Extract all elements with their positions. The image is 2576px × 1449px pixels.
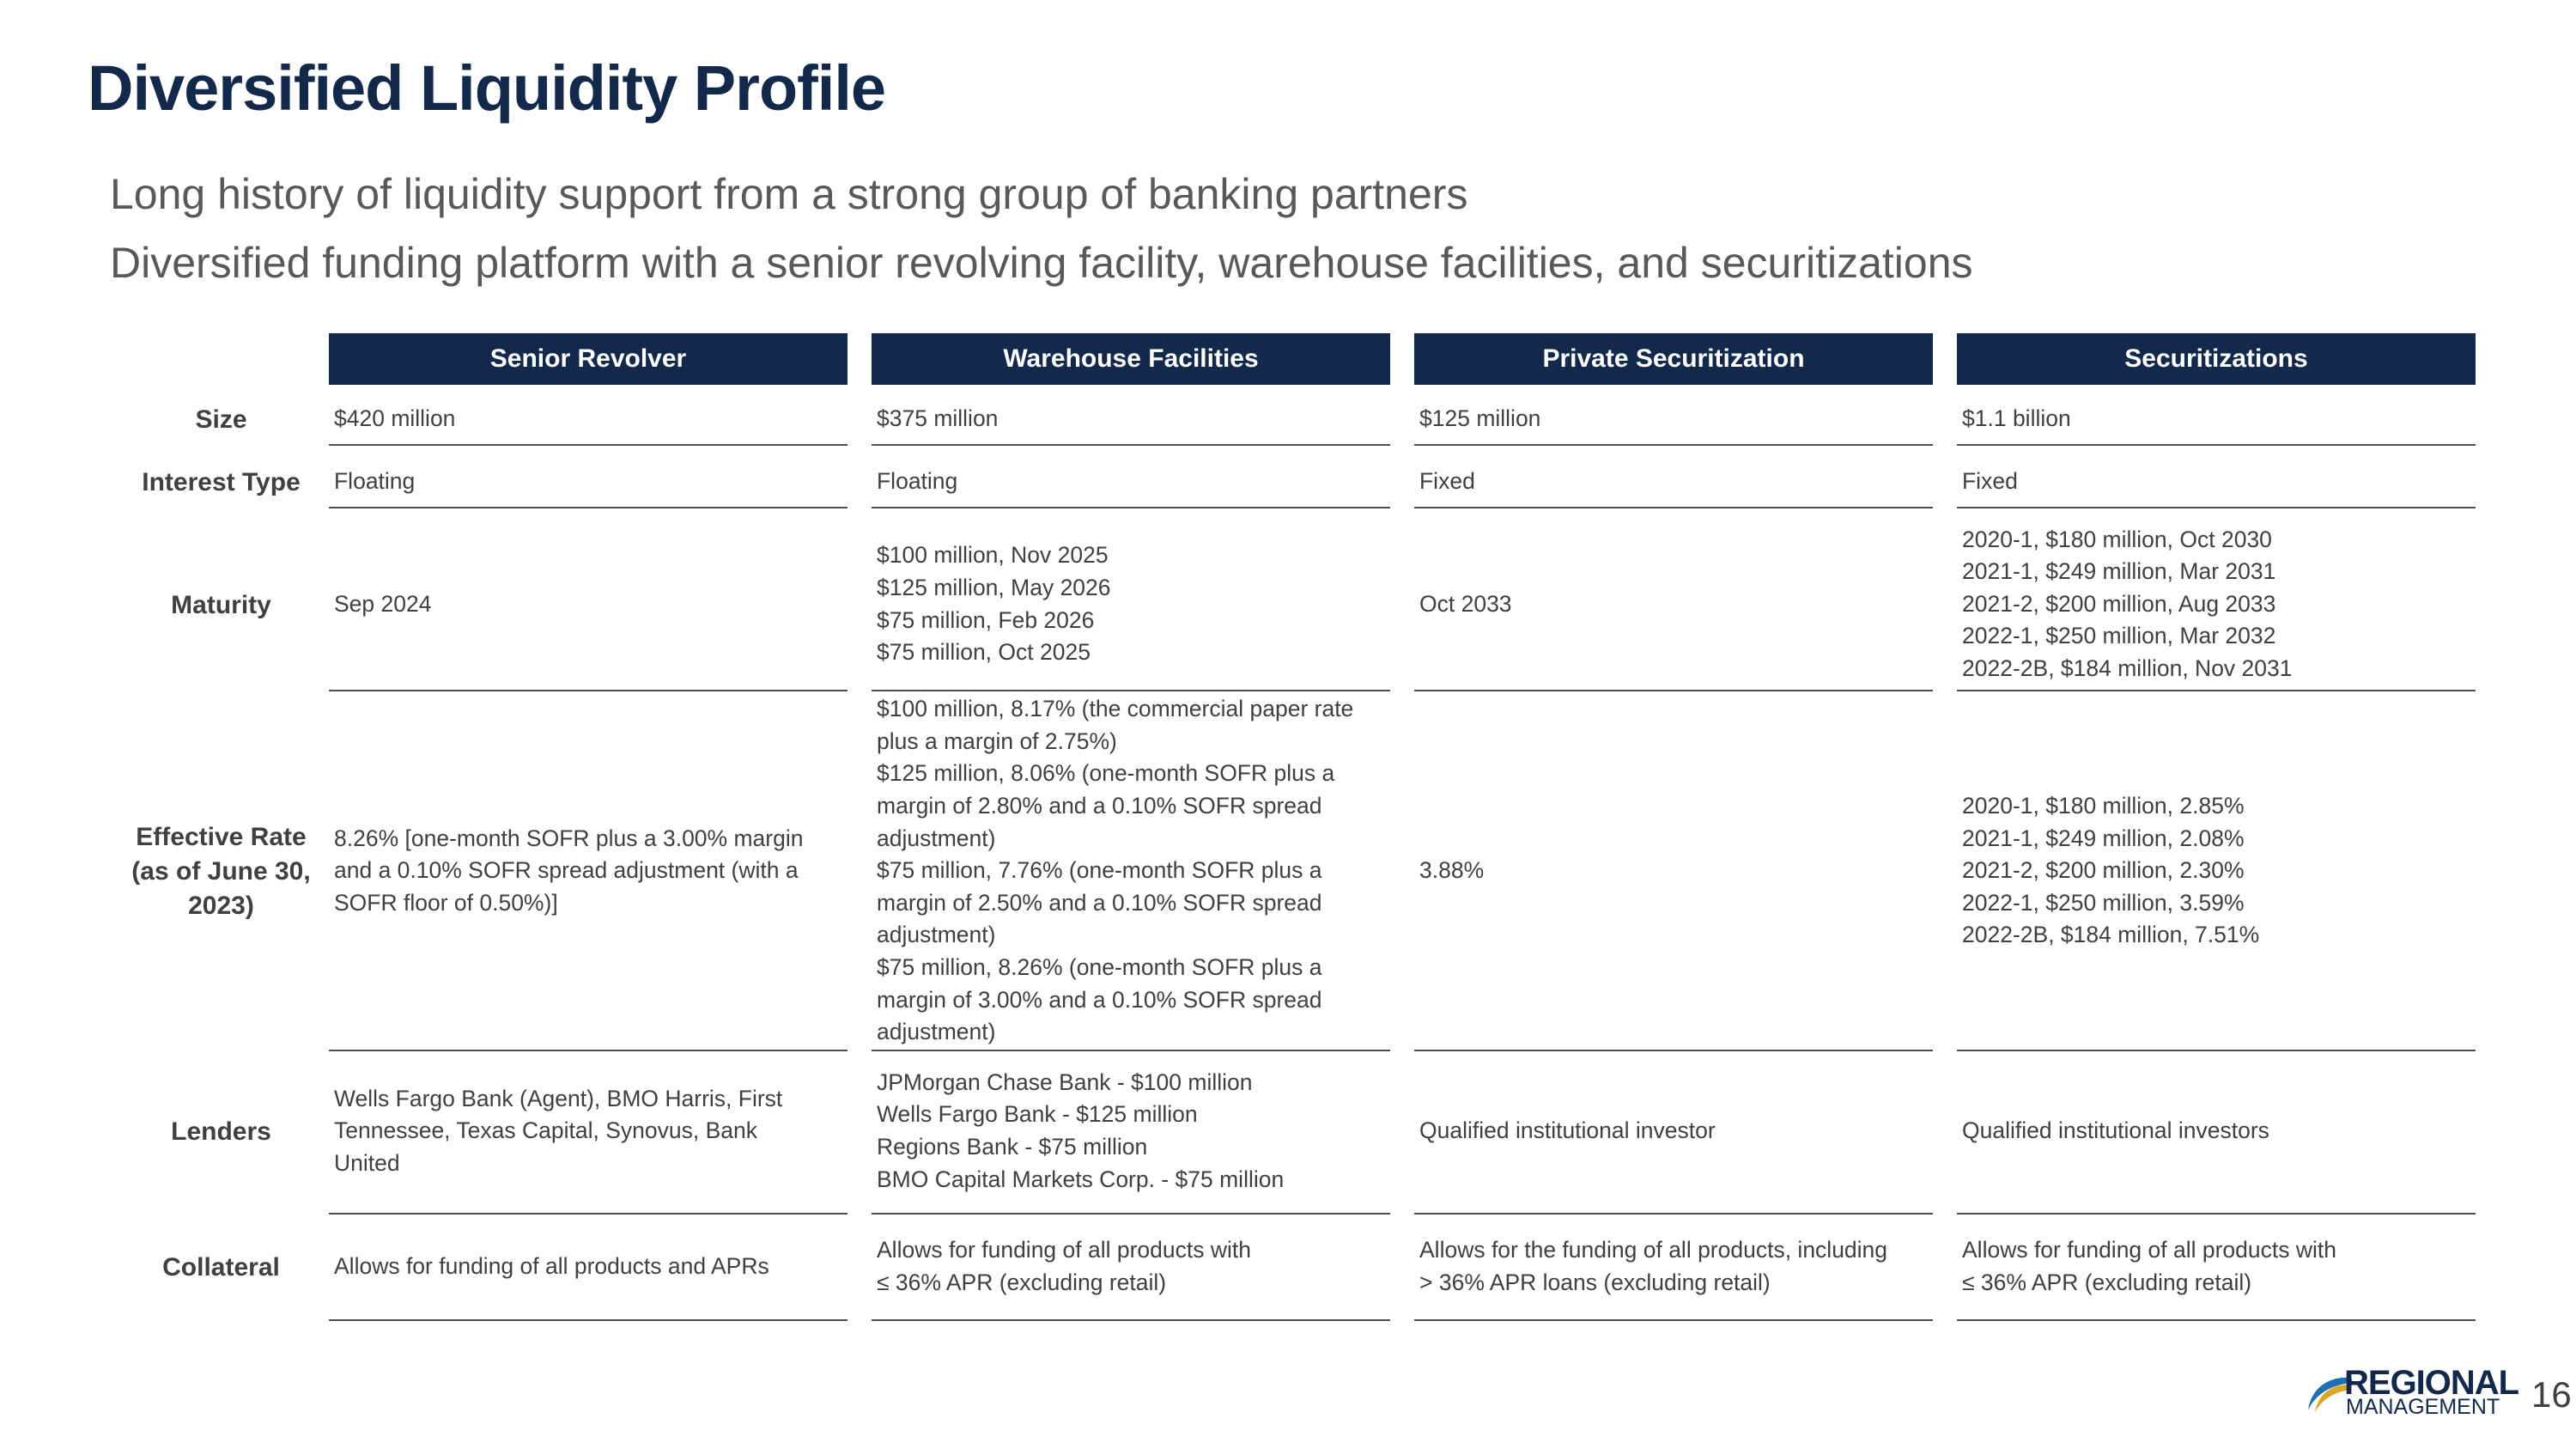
- cell-text: Qualified institutional investor: [1419, 1117, 1716, 1144]
- row-label-lenders: [112, 1050, 331, 1215]
- page-title: Diversified Liquidity Profile: [88, 52, 886, 124]
- column-header-senior-revolver: Senior Revolver: [329, 333, 848, 385]
- cell-text: Sep 2024: [334, 590, 432, 617]
- column-header-securitizations: Securitizations: [1957, 333, 2476, 385]
- cell-text: $125 million: [1419, 405, 1541, 431]
- row-label-text: Interest Type: [142, 468, 301, 496]
- cell-text: Oct 2033: [1419, 590, 1512, 617]
- row-label-interest-type: [112, 457, 331, 508]
- cell-effective-rate-securitizations: [1957, 692, 2476, 1051]
- column-header-private-securitization: Private Securitization: [1414, 333, 1933, 385]
- row-label-size: [112, 393, 331, 446]
- cell-text: 8.26% [one-month SOFR plus a 3.00% margin and a 0.10% SOFR spread adjustment (with a SOFR floor of 0.50%)]: [334, 825, 804, 916]
- cell-text: 2020-1, $180 million, Oct 2030 2021-1, $249 million, Mar 2031 2021-2, $200 million, Aug 2033 2022-1, $250 million, Mar 2032 2022-2B, $184 million, Nov 2031: [1962, 526, 2293, 681]
- cell-text: $1.1 billion: [1962, 405, 2071, 431]
- cell-collateral-warehouse-facilities: [872, 1215, 1390, 1321]
- cell-text: Floating: [877, 468, 958, 495]
- cell-text: Allows for funding of all products with ≤ 36% APR (excluding retail): [877, 1237, 1251, 1295]
- cell-maturity-warehouse-facilities: [872, 519, 1390, 691]
- row-label-text: Maturity: [171, 590, 271, 619]
- cell-maturity-securitizations: [1957, 519, 2476, 691]
- cell-text: Qualified institutional investors: [1962, 1117, 2269, 1144]
- cell-lenders-private-securitization: [1414, 1050, 1933, 1215]
- cell-collateral-senior-revolver: [329, 1215, 848, 1321]
- bullet-2: Diversified funding platform with a senior revolving facility, warehouse facilities, and securitizations: [110, 239, 1973, 287]
- cell-text: Wells Fargo Bank (Agent), BMO Harris, First Tennessee, Texas Capital, Synovus, Bank United: [334, 1085, 783, 1176]
- row-label-text: Size: [195, 405, 247, 434]
- cell-text: Allows for funding of all products and APRs: [334, 1253, 769, 1280]
- cell-lenders-warehouse-facilities: [872, 1050, 1390, 1215]
- cell-size-warehouse-facilities: [872, 393, 1390, 446]
- cell-maturity-private-securitization: [1414, 519, 1933, 691]
- cell-text: $100 million, 8.17% (the commercial paper rate plus a margin of 2.75%) $125 million, 8.06% (one-month SOFR plus a margin of 2.80% and a 0.10% SOFR spread adjustment) $75 million, 7.76% (one-month SOFR plus a margin of 2.50% and a 0.10% SOFR spread adjustment) $75 million, 8.26% (one-month SOFR plus a margin of 3.00% and a 0.10% SOFR spread adjustment): [877, 696, 1354, 1045]
- cell-text: Allows for the funding of all products, including > 36% APR loans (excluding retail): [1419, 1237, 1888, 1295]
- cell-text: Allows for funding of all products with ≤ 36% APR (excluding retail): [1962, 1237, 2336, 1295]
- cell-interest-type-private-securitization: [1414, 457, 1933, 508]
- cell-lenders-securitizations: [1957, 1050, 2476, 1215]
- cell-text: $420 million: [334, 405, 456, 431]
- cell-text: $375 million: [877, 405, 999, 431]
- cell-lenders-senior-revolver: [329, 1050, 848, 1215]
- cell-text: 2020-1, $180 million, 2.85% 2021-1, $249 million, 2.08% 2021-2, $200 million, 2.30% 2022-1, $250 million, 3.59% 2022-2B, $184 million, 7.51%: [1962, 793, 2260, 948]
- cell-size-securitizations: [1957, 393, 2476, 446]
- row-label-text: Effective Rate (as of June 30, 2023): [131, 823, 311, 920]
- row-label-effective-rate: [112, 692, 331, 1051]
- cell-text: JPMorgan Chase Bank - $100 million Wells Fargo Bank - $125 million Regions Bank - $75 million BMO Capital Markets Corp. - $75 million: [877, 1068, 1285, 1192]
- cell-interest-type-senior-revolver: [329, 457, 848, 508]
- column-header-warehouse-facilities: Warehouse Facilities: [872, 333, 1390, 385]
- cell-text: 3.88%: [1419, 857, 1485, 884]
- intro-bullets: [110, 160, 1973, 297]
- logo-wordmark-regional: REGIONAL: [2344, 1364, 2519, 1402]
- cell-text: Fixed: [1962, 468, 2018, 495]
- cell-size-senior-revolver: [329, 393, 848, 446]
- page-number: 16: [2531, 1374, 2572, 1415]
- cell-text: $100 million, Nov 2025 $125 million, May 2026 $75 million, Feb 2026 $75 million, Oct 2025: [877, 542, 1111, 666]
- cell-text: Fixed: [1419, 468, 1475, 495]
- bullet-1: Long history of liquidity support from a strong group of banking partners: [110, 170, 1468, 218]
- cell-collateral-private-securitization: [1414, 1215, 1933, 1321]
- cell-effective-rate-warehouse-facilities: [872, 692, 1390, 1051]
- cell-text: Floating: [334, 468, 416, 495]
- cell-collateral-securitizations: [1957, 1215, 2476, 1321]
- row-label-text: Lenders: [171, 1117, 271, 1146]
- logo-wordmark-management: MANAGEMENT: [2346, 1395, 2500, 1419]
- cell-size-private-securitization: [1414, 393, 1933, 446]
- cell-maturity-senior-revolver: [329, 519, 848, 691]
- row-label-maturity: [112, 519, 331, 691]
- row-label-text: Collateral: [162, 1253, 280, 1282]
- regional-management-logo: [2306, 1364, 2521, 1419]
- row-label-collateral: [112, 1215, 331, 1321]
- cell-interest-type-securitizations: [1957, 457, 2476, 508]
- cell-effective-rate-private-securitization: [1414, 692, 1933, 1051]
- cell-effective-rate-senior-revolver: [329, 692, 848, 1051]
- cell-interest-type-warehouse-facilities: [872, 457, 1390, 508]
